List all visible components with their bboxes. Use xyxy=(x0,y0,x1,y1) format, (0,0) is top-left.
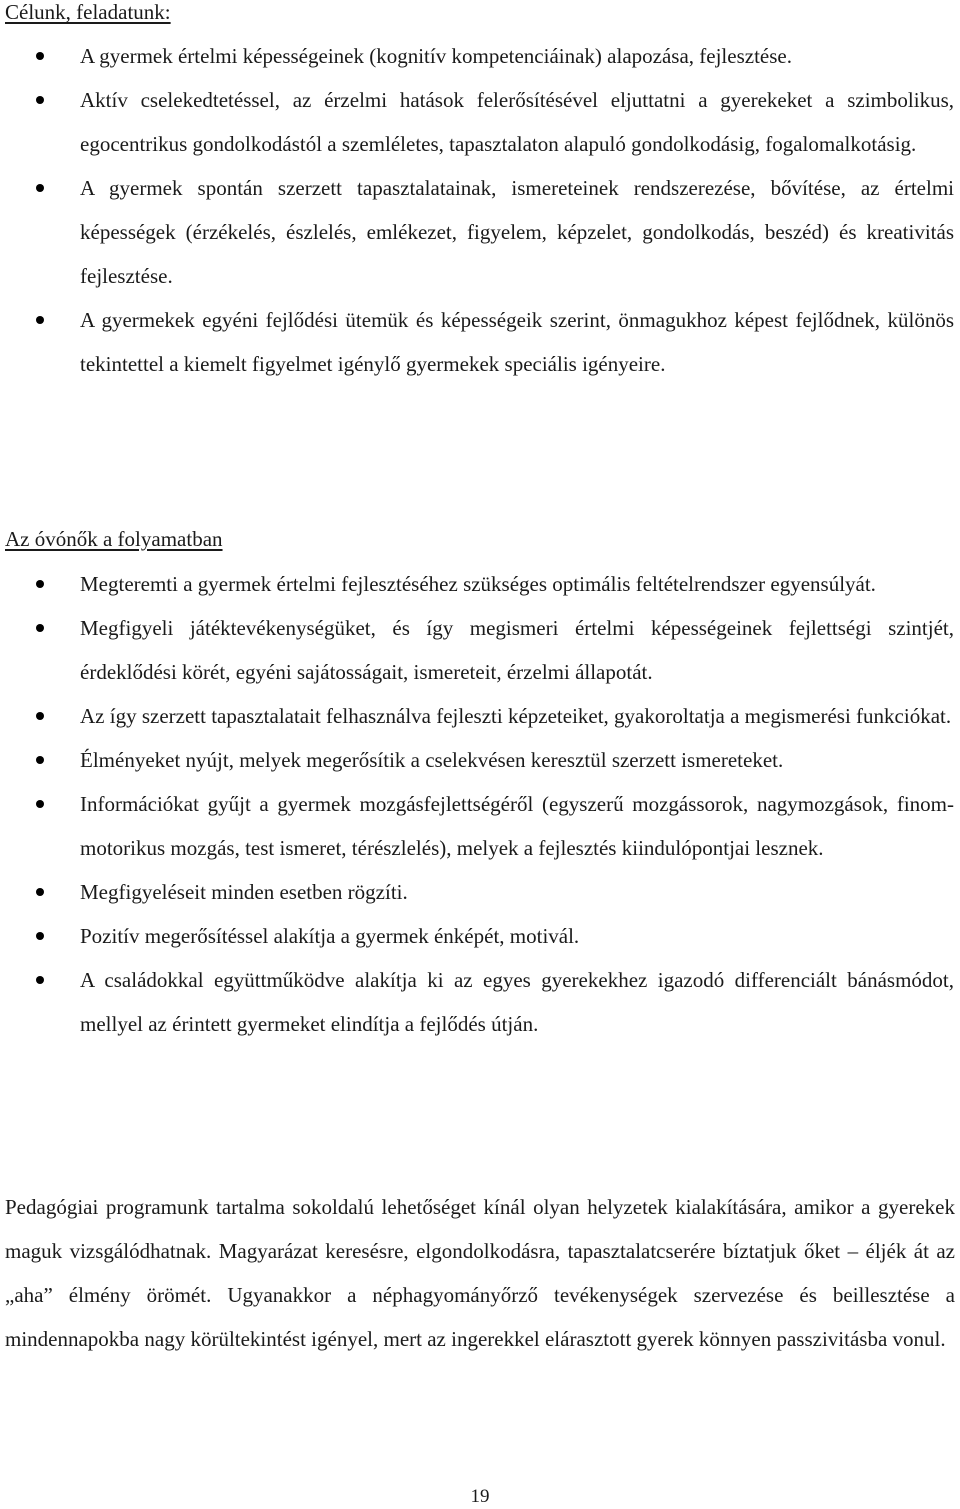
list-item-text: Megfigyeléseit minden esetben rögzíti. xyxy=(80,880,408,904)
list-item-text: A gyermekek egyéni fejlődési ütemük és képességeik szerint, önmagukhoz képest fejlődnek, különös tekintettel a kiemelt figyelmet igénylő gyermekek speciális igényeire. xyxy=(80,308,954,376)
list-item xyxy=(0,738,960,782)
goals-list xyxy=(0,34,960,386)
bullet-icon xyxy=(36,932,44,940)
bullet-icon xyxy=(36,976,44,984)
section-heading-goals: Célunk, feladatunk: xyxy=(5,0,171,24)
bullet-icon xyxy=(36,184,44,192)
list-item xyxy=(0,870,960,914)
section-heading-teachers: Az óvónők a folyamatban xyxy=(5,527,223,551)
teachers-list xyxy=(0,562,960,1046)
bullet-icon xyxy=(36,52,44,60)
bullet-icon xyxy=(36,316,44,324)
list-item xyxy=(0,78,960,166)
bullet-icon xyxy=(36,888,44,896)
closing-paragraph: Pedagógiai programunk tartalma sokoldalú lehetőséget kínál olyan helyzetek kialakítására, amikor a gyerekek maguk vizsgálódhatnak. Magyarázat keresésre, elgondolkodásra, tapasztalatcserére bíztatjuk őket – éljék át az „aha” élmény örömét. Ugyanakkor a néphagyományőrző tevékenységek szervezése és beillesztése a mindennapokba nagy körültekintést igényel, mert az ingerekkel elárasztott gyerek könnyen passzivitásba vonul. xyxy=(5,1195,955,1351)
list-item-text: Aktív cselekedtetéssel, az érzelmi hatások felerősítésével eljuttatni a gyerekeket a szimbolikus, egocentrikus gondolkodástól a szemléletes, tapasztalaton alapuló gondolkodásig, fogalomalkotásig. xyxy=(80,88,954,156)
bullet-icon xyxy=(36,624,44,632)
list-item xyxy=(0,958,960,1046)
list-item-text: Információkat gyűjt a gyermek mozgásfejlettségéről (egyszerű mozgássorok, nagymozgások, finom-motorikus mozgás, test ismeret, térészlelés), melyek a fejlesztés kiindulópontjai lesznek. xyxy=(80,792,954,860)
list-item-text: Pozitív megerősítéssel alakítja a gyermek énképét, motivál. xyxy=(80,924,580,948)
list-item-text: A gyermek értelmi képességeinek (kognitív kompetenciáinak) alapozása, fejlesztése. xyxy=(80,44,792,68)
list-item-text: A családokkal együttműködve alakítja ki az egyes gyerekekhez igazodó differenciált bánásmódot, mellyel az érintett gyermeket elindítja a fejlődés útján. xyxy=(80,968,954,1036)
list-item xyxy=(0,606,960,694)
list-item xyxy=(0,298,960,386)
list-item xyxy=(0,166,960,298)
list-item-text: Az így szerzett tapasztalatait felhasználva fejleszti képzeteiket, gyakoroltatja a megismerési funkciókat. xyxy=(80,704,952,728)
bullet-icon xyxy=(36,580,44,588)
list-item xyxy=(0,562,960,606)
list-item-text: Élményeket nyújt, melyek megerősítik a cselekvésen keresztül szerzett ismereteket. xyxy=(80,748,784,772)
list-item-text: A gyermek spontán szerzett tapasztalatainak, ismereteinek rendszerezése, bővítése, az értelmi képességek (érzékelés, észlelés, emlékezet, figyelem, képzelet, gondolkodás, beszéd) és kreativitás fejlesztése. xyxy=(80,176,954,288)
list-item xyxy=(0,34,960,78)
bullet-icon xyxy=(36,712,44,720)
list-item xyxy=(0,914,960,958)
list-item xyxy=(0,782,960,870)
list-item xyxy=(0,694,960,738)
list-item-text: Megfigyeli játéktevékenységüket, és így megismeri értelmi képességeinek fejlettségi szintjét, érdeklődési körét, egyéni sajátosságait, ismereteit, érzelmi állapotát. xyxy=(80,616,954,684)
page-number: 19 xyxy=(470,1486,490,1507)
bullet-icon xyxy=(36,756,44,764)
list-item-text: Megteremti a gyermek értelmi fejlesztéséhez szükséges optimális feltételrendszer egyensúlyát. xyxy=(80,572,876,596)
bullet-icon xyxy=(36,800,44,808)
bullet-icon xyxy=(36,96,44,104)
